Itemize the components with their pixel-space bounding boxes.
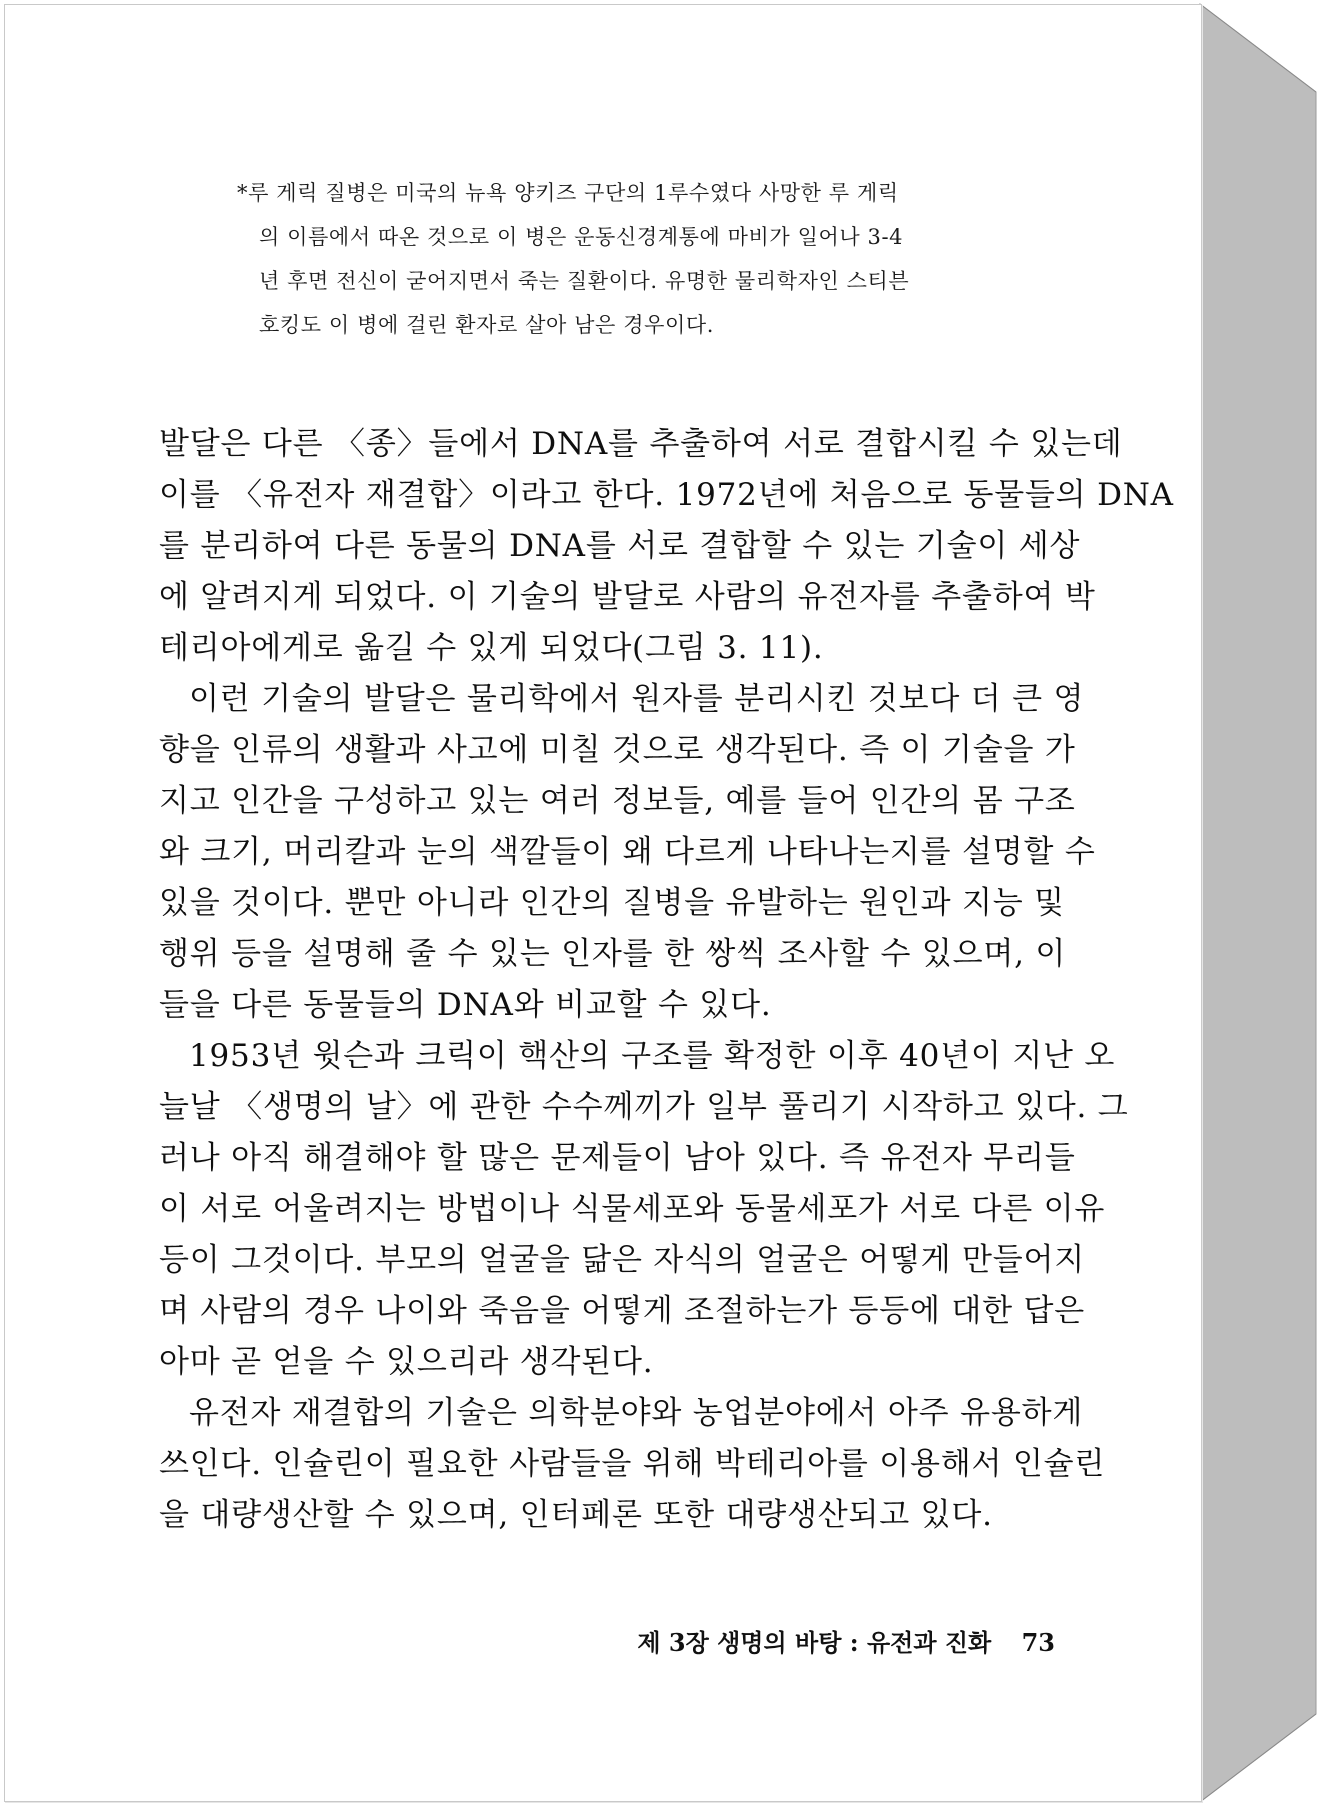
body-line: 을 대량생산할 수 있으며, 인터페론 또한 대량생산되고 있다.	[159, 1497, 993, 1533]
body-line: 행위 등을 설명해 줄 수 있는 인자를 한 쌍씩 조사할 수 있으며, 이	[159, 936, 1067, 972]
footnote	[237, 171, 1017, 347]
body-line: 등이 그것이다. 부모의 얼굴을 닮은 자식의 얼굴은 어떻게 만들어지	[159, 1242, 1086, 1278]
body-line: 아마 곧 얻을 수 있으리라 생각된다.	[159, 1344, 654, 1380]
body-line: 를 분리하여 다른 동물의 DNA를 서로 결합할 수 있는 기술이 세상	[159, 528, 1081, 564]
body-line: 늘날 〈생명의 날〉에 관한 수수께끼가 일부 풀리기 시작하고 있다. 그	[159, 1089, 1129, 1125]
body-line: 이런 기술의 발달은 물리학에서 원자를 분리시킨 것보다 더 큰 영	[189, 681, 1085, 717]
page-footer	[625, 1623, 1055, 1658]
body-line: 이 서로 어울려지는 방법이나 식물세포와 동물세포가 서로 다른 이유	[159, 1191, 1106, 1227]
body-line: 발달은 다른 〈종〉들에서 DNA를 추출하여 서로 결합시킬 수 있는데	[159, 426, 1123, 462]
page-number: 73	[1021, 1628, 1055, 1657]
body-line: 향을 인류의 생활과 사고에 미칠 것으로 생각된다. 즉 이 기술을 가	[159, 732, 1076, 768]
footnote-line: 의 이름에서 따온 것으로 이 병은 운동신경계통에 마비가 일어나 3-4	[259, 225, 904, 249]
body-line: 며 사람의 경우 나이와 죽음을 어떻게 조절하는가 등등에 대한 답은	[159, 1293, 1086, 1329]
body-line: 와 크기, 머리칼과 눈의 색깔들이 왜 다르게 나타나는지를 설명할 수	[159, 834, 1096, 870]
body-line: 1953년 윗슨과 크릭이 핵산의 구조를 확정한 이후 40년이 지난 오	[189, 1038, 1116, 1074]
book-side-face	[1200, 4, 1316, 1802]
body-line: 있을 것이다. 뿐만 아니라 인간의 질병을 유발하는 원인과 지능 및	[159, 885, 1065, 921]
book-page	[4, 4, 1202, 1802]
footnote-line: *루 게릭 질병은 미국의 뉴욕 양키즈 구단의 1루수였다 사망한 루 게릭	[237, 181, 899, 205]
body-line: 쓰인다. 인슐린이 필요한 사람들을 위해 박테리아를 이용해서 인슐린	[159, 1446, 1106, 1482]
body-text	[159, 419, 1174, 1541]
body-line: 들을 다른 동물들의 DNA와 비교할 수 있다.	[159, 987, 772, 1023]
body-line: 지고 인간을 구성하고 있는 여러 정보들, 예를 들어 인간의 몸 구조	[159, 783, 1076, 819]
body-line: 러나 아직 해결해야 할 많은 문제들이 남아 있다. 즉 유전자 무리들	[159, 1140, 1076, 1176]
footnote-line: 호킹도 이 병에 걸린 환자로 살아 남은 경우이다.	[259, 313, 715, 337]
body-line: 테리아에게로 옮길 수 있게 되었다(그림 3. 11).	[159, 630, 824, 666]
body-line: 이를 〈유전자 재결합〉이라고 한다. 1972년에 처음으로 동물들의 DNA	[159, 477, 1174, 513]
body-line: 유전자 재결합의 기술은 의학분야와 농업분야에서 아주 유용하게	[189, 1395, 1084, 1431]
body-line: 에 알려지게 되었다. 이 기술의 발달로 사람의 유전자를 추출하여 박	[159, 579, 1096, 615]
footnote-line: 년 후면 전신이 굳어지면서 죽는 질환이다. 유명한 물리학자인 스티븐	[259, 269, 910, 293]
running-footer-chapter: 제 3장 생명의 바탕 : 유전과 진화	[637, 1628, 992, 1657]
